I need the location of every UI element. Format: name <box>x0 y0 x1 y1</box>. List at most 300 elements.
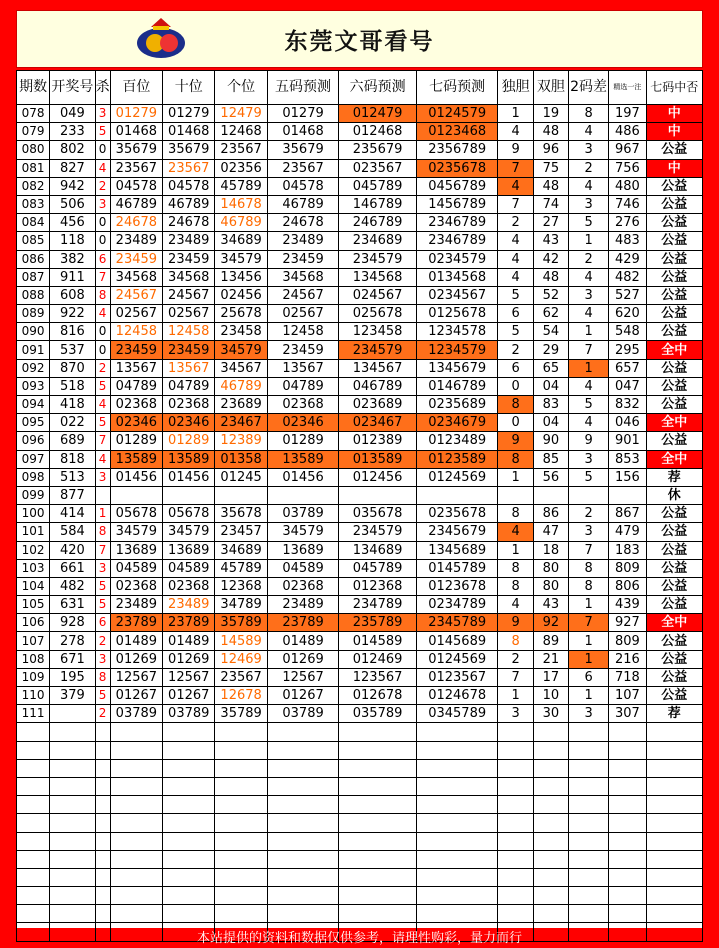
empty-row <box>17 759 703 777</box>
five-code-cell: 23459 <box>267 250 339 268</box>
empty-cell <box>498 850 533 868</box>
two-code-diff-cell: 6 <box>568 668 608 686</box>
five-code-cell: 02346 <box>267 414 339 432</box>
kill-cell: 0 <box>95 323 110 341</box>
empty-cell <box>215 796 267 814</box>
empty-row <box>17 741 703 759</box>
single-pick-cell: 5 <box>498 286 533 304</box>
empty-cell <box>416 741 498 759</box>
page-header <box>16 10 703 68</box>
empty-cell <box>17 887 50 905</box>
period-cell: 100 <box>17 505 50 523</box>
empty-cell <box>416 777 498 795</box>
five-code-cell: 01289 <box>267 432 339 450</box>
six-code-cell: 012678 <box>339 687 417 705</box>
empty-cell <box>110 887 162 905</box>
empty-cell <box>533 814 568 832</box>
two-code-diff-cell: 3 <box>568 286 608 304</box>
five-code-cell: 34579 <box>267 523 339 541</box>
tens-cell: 23789 <box>163 614 215 632</box>
two-code-diff-cell: 3 <box>568 195 608 213</box>
units-cell: 46789 <box>215 377 267 395</box>
double-pick-cell: 04 <box>533 414 568 432</box>
units-cell: 46789 <box>215 214 267 232</box>
empty-cell <box>110 814 162 832</box>
prediction-table <box>16 70 703 942</box>
seven-code-cell: 1234578 <box>416 323 498 341</box>
kill-cell: 4 <box>95 450 110 468</box>
empty-cell <box>50 832 95 850</box>
empty-cell <box>416 814 498 832</box>
table-row <box>17 341 703 359</box>
tens-cell: 01489 <box>163 632 215 650</box>
draw-number-cell: 661 <box>50 559 95 577</box>
column-header: 2码差 <box>568 71 608 105</box>
seven-code-cell: 0123678 <box>416 577 498 595</box>
double-pick-cell: 21 <box>533 650 568 668</box>
tens-cell: 12458 <box>163 323 215 341</box>
period-cell: 083 <box>17 195 50 213</box>
five-code-cell: 23459 <box>267 341 339 359</box>
double-pick-cell: 92 <box>533 614 568 632</box>
seven-code-cell: 0145789 <box>416 559 498 577</box>
six-code-cell: 235679 <box>339 141 417 159</box>
empty-cell <box>267 814 339 832</box>
result-cell: 公益 <box>646 650 702 668</box>
result-cell: 公益 <box>646 214 702 232</box>
six-code-cell <box>339 486 417 504</box>
kill-cell: 2 <box>95 705 110 723</box>
single-pick-cell: 4 <box>498 596 533 614</box>
column-header: 独胆 <box>498 71 533 105</box>
empty-cell <box>533 850 568 868</box>
empty-cell <box>215 850 267 868</box>
draw-number-cell: 928 <box>50 614 95 632</box>
empty-cell <box>498 887 533 905</box>
units-cell: 35678 <box>215 505 267 523</box>
empty-cell <box>163 868 215 886</box>
units-cell: 12368 <box>215 577 267 595</box>
tens-cell: 13589 <box>163 450 215 468</box>
units-cell: 23689 <box>215 396 267 414</box>
two-code-diff-cell: 5 <box>568 396 608 414</box>
column-header: 五码预测 <box>267 71 339 105</box>
seven-code-cell: 0456789 <box>416 177 498 195</box>
featured-pick-cell: 439 <box>609 596 646 614</box>
five-code-cell: 02567 <box>267 305 339 323</box>
draw-number-cell: 608 <box>50 286 95 304</box>
units-cell: 35789 <box>215 705 267 723</box>
empty-cell <box>17 741 50 759</box>
seven-code-cell: 0123589 <box>416 450 498 468</box>
empty-cell <box>533 741 568 759</box>
featured-pick-cell: 746 <box>609 195 646 213</box>
empty-cell <box>17 850 50 868</box>
featured-pick-cell: 809 <box>609 632 646 650</box>
six-code-cell: 012479 <box>339 105 417 123</box>
period-cell: 097 <box>17 450 50 468</box>
empty-cell <box>163 905 215 923</box>
double-pick-cell: 62 <box>533 305 568 323</box>
empty-row <box>17 850 703 868</box>
seven-code-cell: 1345679 <box>416 359 498 377</box>
featured-pick-cell: 429 <box>609 250 646 268</box>
empty-cell <box>339 850 417 868</box>
column-header: 百位 <box>110 71 162 105</box>
five-code-cell: 13689 <box>267 541 339 559</box>
table-row <box>17 523 703 541</box>
period-cell: 101 <box>17 523 50 541</box>
empty-cell <box>267 777 339 795</box>
units-cell: 34789 <box>215 596 267 614</box>
single-pick-cell: 5 <box>498 323 533 341</box>
empty-cell <box>339 777 417 795</box>
draw-number-cell: 418 <box>50 396 95 414</box>
hundreds-cell: 23789 <box>110 614 162 632</box>
six-code-cell: 234579 <box>339 250 417 268</box>
hundreds-cell: 23567 <box>110 159 162 177</box>
units-cell: 14589 <box>215 632 267 650</box>
single-pick-cell: 7 <box>498 159 533 177</box>
empty-cell <box>609 814 646 832</box>
kill-cell: 5 <box>95 123 110 141</box>
period-cell: 096 <box>17 432 50 450</box>
result-cell: 公益 <box>646 141 702 159</box>
units-cell: 45789 <box>215 177 267 195</box>
empty-cell <box>568 905 608 923</box>
seven-code-cell: 0124569 <box>416 650 498 668</box>
featured-pick-cell: 183 <box>609 541 646 559</box>
kill-cell: 8 <box>95 286 110 304</box>
two-code-diff-cell: 4 <box>568 177 608 195</box>
tens-cell: 02368 <box>163 577 215 595</box>
draw-number-cell: 537 <box>50 341 95 359</box>
period-cell: 089 <box>17 305 50 323</box>
empty-cell <box>609 868 646 886</box>
period-cell: 090 <box>17 323 50 341</box>
six-code-cell: 234689 <box>339 232 417 250</box>
empty-cell <box>17 832 50 850</box>
period-cell: 111 <box>17 705 50 723</box>
table-body <box>17 105 703 942</box>
two-code-diff-cell: 2 <box>568 505 608 523</box>
six-code-cell: 012469 <box>339 650 417 668</box>
hundreds-cell: 13589 <box>110 450 162 468</box>
featured-pick-cell: 901 <box>609 432 646 450</box>
single-pick-cell: 4 <box>498 232 533 250</box>
empty-cell <box>609 777 646 795</box>
seven-code-cell: 0234579 <box>416 250 498 268</box>
table-row <box>17 305 703 323</box>
column-header: 个位 <box>215 71 267 105</box>
empty-cell <box>339 796 417 814</box>
single-pick-cell: 1 <box>498 105 533 123</box>
column-header: 十位 <box>163 71 215 105</box>
kill-cell: 2 <box>95 632 110 650</box>
single-pick-cell: 4 <box>498 123 533 141</box>
empty-cell <box>163 723 215 741</box>
two-code-diff-cell: 7 <box>568 341 608 359</box>
empty-cell <box>568 777 608 795</box>
units-cell: 34689 <box>215 541 267 559</box>
two-code-diff-cell: 4 <box>568 268 608 286</box>
period-cell: 105 <box>17 596 50 614</box>
seven-code-cell: 1234579 <box>416 341 498 359</box>
kill-cell: 3 <box>95 195 110 213</box>
hundreds-cell: 12567 <box>110 668 162 686</box>
empty-cell <box>50 814 95 832</box>
five-code-cell: 23567 <box>267 159 339 177</box>
featured-pick-cell: 486 <box>609 123 646 141</box>
empty-cell <box>339 723 417 741</box>
table-row <box>17 668 703 686</box>
empty-cell <box>50 796 95 814</box>
tens-cell: 13689 <box>163 541 215 559</box>
tens-cell: 01456 <box>163 468 215 486</box>
single-pick-cell: 1 <box>498 687 533 705</box>
result-cell: 全中 <box>646 341 702 359</box>
double-pick-cell: 30 <box>533 705 568 723</box>
period-cell: 099 <box>17 486 50 504</box>
result-cell: 公益 <box>646 195 702 213</box>
empty-cell <box>416 759 498 777</box>
two-code-diff-cell: 1 <box>568 232 608 250</box>
seven-code-cell: 0124678 <box>416 687 498 705</box>
five-code-cell: 01279 <box>267 105 339 123</box>
empty-cell <box>163 887 215 905</box>
featured-pick-cell: 046 <box>609 414 646 432</box>
double-pick-cell: 17 <box>533 668 568 686</box>
five-code-cell: 04789 <box>267 377 339 395</box>
empty-cell <box>215 777 267 795</box>
empty-cell <box>533 777 568 795</box>
table-row <box>17 323 703 341</box>
six-code-cell: 234789 <box>339 596 417 614</box>
empty-cell <box>646 887 702 905</box>
two-code-diff-cell: 4 <box>568 305 608 323</box>
two-code-diff-cell: 4 <box>568 123 608 141</box>
double-pick-cell: 85 <box>533 450 568 468</box>
draw-number-cell: 942 <box>50 177 95 195</box>
kill-cell: 0 <box>95 341 110 359</box>
two-code-diff-cell: 1 <box>568 323 608 341</box>
tens-cell: 46789 <box>163 195 215 213</box>
double-pick-cell: 90 <box>533 432 568 450</box>
empty-cell <box>215 832 267 850</box>
result-cell: 公益 <box>646 396 702 414</box>
single-pick-cell: 7 <box>498 195 533 213</box>
draw-number-cell: 802 <box>50 141 95 159</box>
tens-cell: 01279 <box>163 105 215 123</box>
single-pick-cell: 1 <box>498 541 533 559</box>
empty-row <box>17 777 703 795</box>
empty-cell <box>17 759 50 777</box>
six-code-cell: 234579 <box>339 341 417 359</box>
two-code-diff-cell: 5 <box>568 468 608 486</box>
result-cell: 公益 <box>646 305 702 323</box>
units-cell: 14678 <box>215 195 267 213</box>
tens-cell: 34579 <box>163 523 215 541</box>
result-cell: 公益 <box>646 596 702 614</box>
empty-cell <box>110 850 162 868</box>
kill-cell: 4 <box>95 159 110 177</box>
seven-code-cell: 2356789 <box>416 141 498 159</box>
kill-cell: 5 <box>95 577 110 595</box>
six-code-cell: 012456 <box>339 468 417 486</box>
table-row <box>17 123 703 141</box>
empty-cell <box>568 887 608 905</box>
empty-cell <box>17 796 50 814</box>
seven-code-cell: 0124579 <box>416 105 498 123</box>
five-code-cell: 24678 <box>267 214 339 232</box>
five-code-cell: 23489 <box>267 596 339 614</box>
empty-cell <box>50 759 95 777</box>
hundreds-cell <box>110 486 162 504</box>
result-cell: 公益 <box>646 559 702 577</box>
kill-cell: 1 <box>95 505 110 523</box>
empty-cell <box>533 796 568 814</box>
empty-cell <box>533 887 568 905</box>
five-code-cell: 03789 <box>267 705 339 723</box>
empty-cell <box>339 832 417 850</box>
seven-code-cell: 0123567 <box>416 668 498 686</box>
six-code-cell: 023567 <box>339 159 417 177</box>
featured-pick-cell: 156 <box>609 468 646 486</box>
kill-cell: 3 <box>95 559 110 577</box>
tens-cell: 01289 <box>163 432 215 450</box>
period-cell: 102 <box>17 541 50 559</box>
tens-cell: 35679 <box>163 141 215 159</box>
single-pick-cell: 1 <box>498 468 533 486</box>
two-code-diff-cell: 3 <box>568 450 608 468</box>
period-cell: 078 <box>17 105 50 123</box>
draw-number-cell: 689 <box>50 432 95 450</box>
kill-cell: 0 <box>95 214 110 232</box>
empty-cell <box>95 814 110 832</box>
hundreds-cell: 35679 <box>110 141 162 159</box>
draw-number-cell: 671 <box>50 650 95 668</box>
period-cell: 092 <box>17 359 50 377</box>
double-pick-cell: 04 <box>533 377 568 395</box>
empty-row <box>17 905 703 923</box>
empty-cell <box>609 759 646 777</box>
hundreds-cell: 34568 <box>110 268 162 286</box>
five-code-cell: 46789 <box>267 195 339 213</box>
column-header: 七码预测 <box>416 71 498 105</box>
empty-cell <box>609 905 646 923</box>
six-code-cell: 012368 <box>339 577 417 595</box>
empty-cell <box>498 759 533 777</box>
result-cell: 全中 <box>646 414 702 432</box>
double-pick-cell: 10 <box>533 687 568 705</box>
empty-cell <box>646 796 702 814</box>
seven-code-cell: 0235689 <box>416 396 498 414</box>
two-code-diff-cell: 2 <box>568 159 608 177</box>
empty-cell <box>17 777 50 795</box>
draw-number-cell: 379 <box>50 687 95 705</box>
empty-cell <box>646 814 702 832</box>
empty-row <box>17 887 703 905</box>
six-code-cell: 123458 <box>339 323 417 341</box>
six-code-cell: 024567 <box>339 286 417 304</box>
seven-code-cell: 0123468 <box>416 123 498 141</box>
five-code-cell: 01456 <box>267 468 339 486</box>
double-pick-cell: 96 <box>533 141 568 159</box>
draw-number-cell: 233 <box>50 123 95 141</box>
two-code-diff-cell: 1 <box>568 632 608 650</box>
kill-cell <box>95 486 110 504</box>
kill-cell: 0 <box>95 232 110 250</box>
five-code-cell: 12458 <box>267 323 339 341</box>
period-cell: 093 <box>17 377 50 395</box>
five-code-cell: 01269 <box>267 650 339 668</box>
table-row <box>17 505 703 523</box>
empty-cell <box>646 868 702 886</box>
empty-cell <box>95 887 110 905</box>
tens-cell: 23459 <box>163 341 215 359</box>
featured-pick-cell: 047 <box>609 377 646 395</box>
six-code-cell: 012468 <box>339 123 417 141</box>
disclaimer-footer: 本站提供的资料和数据仅供参考，请理性购彩，量力而行 <box>196 931 522 946</box>
empty-cell <box>609 850 646 868</box>
single-pick-cell <box>498 486 533 504</box>
hundreds-cell: 01269 <box>110 650 162 668</box>
column-header: 七码中否 <box>646 71 702 105</box>
empty-cell <box>215 741 267 759</box>
single-pick-cell: 0 <box>498 414 533 432</box>
empty-cell <box>646 759 702 777</box>
double-pick-cell: 42 <box>533 250 568 268</box>
period-cell: 084 <box>17 214 50 232</box>
result-cell: 公益 <box>646 359 702 377</box>
empty-cell <box>498 796 533 814</box>
seven-code-cell: 0145689 <box>416 632 498 650</box>
featured-pick-cell: 756 <box>609 159 646 177</box>
empty-cell <box>646 741 702 759</box>
units-cell: 01358 <box>215 450 267 468</box>
kill-cell: 0 <box>95 141 110 159</box>
single-pick-cell: 8 <box>498 632 533 650</box>
empty-cell <box>163 850 215 868</box>
table-row <box>17 159 703 177</box>
two-code-diff-cell: 2 <box>568 250 608 268</box>
empty-cell <box>95 723 110 741</box>
tens-cell: 05678 <box>163 505 215 523</box>
kill-cell: 5 <box>95 377 110 395</box>
kill-cell: 6 <box>95 250 110 268</box>
empty-row <box>17 796 703 814</box>
tens-cell <box>163 486 215 504</box>
six-code-cell: 134567 <box>339 359 417 377</box>
hundreds-cell: 23489 <box>110 232 162 250</box>
five-code-cell: 13589 <box>267 450 339 468</box>
six-code-cell: 134568 <box>339 268 417 286</box>
empty-cell <box>267 850 339 868</box>
featured-pick-cell: 967 <box>609 141 646 159</box>
table-row <box>17 432 703 450</box>
table-row <box>17 214 703 232</box>
column-header: 开奖号 <box>50 71 95 105</box>
five-code-cell: 23789 <box>267 614 339 632</box>
single-pick-cell: 4 <box>498 268 533 286</box>
tens-cell: 23489 <box>163 596 215 614</box>
featured-pick-cell: 867 <box>609 505 646 523</box>
column-header: 杀 <box>95 71 110 105</box>
double-pick-cell: 89 <box>533 632 568 650</box>
featured-pick-cell: 832 <box>609 396 646 414</box>
empty-cell <box>568 832 608 850</box>
empty-cell <box>95 850 110 868</box>
